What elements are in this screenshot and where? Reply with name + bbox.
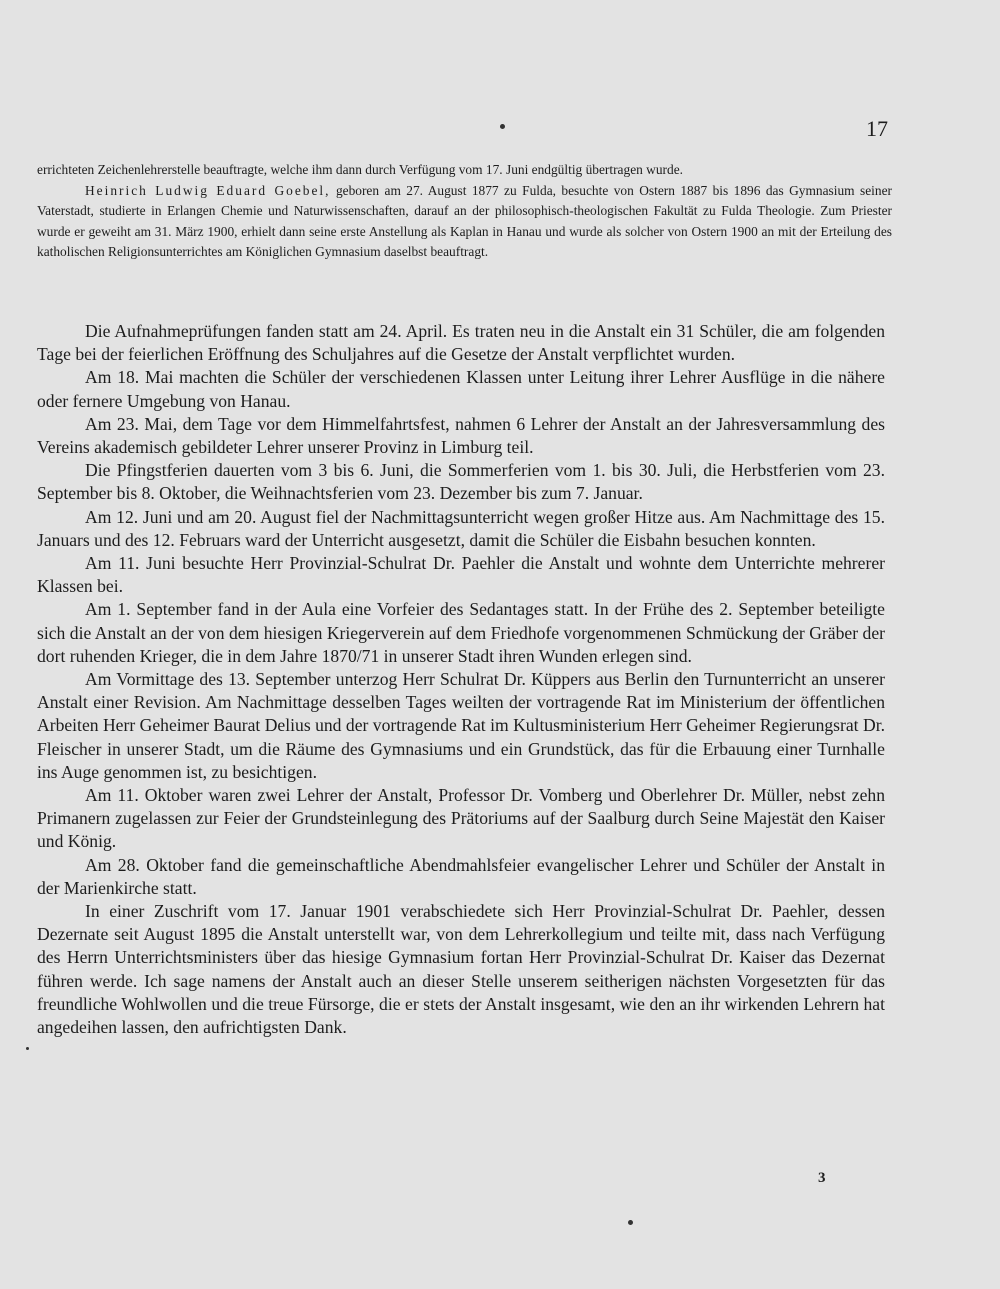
biography-name: Heinrich Ludwig Eduard Goebel, <box>85 182 331 198</box>
paragraph-saalburg: Am 11. Oktober waren zwei Lehrer der Anstalt, Professor Dr. Vomberg und Oberlehrer Dr. Müller, nebst zehn Primanern zugelassen zur Feier der Grundsteinlegung des Prätoriums auf der Saalburg durch Seine Majestät den Kaiser und König. <box>37 785 885 852</box>
paragraph-excursions: Am 18. Mai machten die Schüler der verschiedenen Klassen unter Leitung ihrer Lehrer Ausflüge in die nähere oder fernere Umgebung von Hanau. <box>37 367 885 411</box>
ink-speck <box>628 1220 633 1225</box>
paragraph-inspection: Am 11. Juni besuchte Herr Provinzial-Schulrat Dr. Paehler die Anstalt und wohnte dem Unterrichte mehrerer Klassen bei. <box>37 553 885 597</box>
ink-speck <box>26 1047 29 1050</box>
chronicle-section <box>37 320 885 1039</box>
paragraph-communion: Am 28. Oktober fand die gemeinschaftliche Abendmahlsfeier evangelischer Lehrer und Schüler der Anstalt in der Marienkirche statt. <box>37 854 885 898</box>
signature-mark: 3 <box>818 1170 826 1186</box>
paragraph-heat-days: Am 12. Juni und am 20. August fiel der Nachmittagsunterricht wegen großer Hitze aus. Am Nachmittage des 15. Januars und des 12. Februars ward der Unterricht ausgesetzt, damit die Schüler die Eisbahn besuchen konnten. <box>37 506 885 550</box>
biography-text: geboren am 27. August 1877 zu Fulda, besuchte von Ostern 1887 bis 1896 das Gymnasium seiner Vaterstadt, studierte in Erlangen Chemie und Naturwissenschaften, darauf an der philosophisch-theologischen Fakultät zu Fulda Theologie. Zum Priester wurde er geweiht am 31. März 1900, erhielt dann seine erste Anstellung als Kaplan in Hanau und wurde als solcher von Ostern 1900 an mit der Erteilung des katholischen Religionsunterrichtes am Königlichen Gymnasium daselbst beauftragt. <box>37 182 892 259</box>
paragraph-holidays: Die Pfingstferien dauerten vom 3 bis 6. Juni, die Sommerferien vom 1. bis 30. Juli, die Herbstferien vom 23. September bis 8. Oktober, die Weihnachtsferien vom 23. Dezember bis zum 7. Januar. <box>37 460 885 504</box>
paragraph-gym-revision: Am Vormittage des 13. September unterzog Herr Schulrat Dr. Küppers aus Berlin den Turnunterricht an unserer Anstalt einer Revision. Am Nachmittage desselben Tages weilten der vortragende Rat im Ministerium der öffentlichen Arbeiten Herr Geheimer Baurat Delius und der vortragende Rat im Kultusministerium Herr Geheimer Regierungsrat Dr. Fleischer in unserer Stadt, um die Räume des Gymnasiums und ein Grundstück, das für die Erbauung einer Turnhalle ins Auge genommen ist, zu besichtigen. <box>37 669 885 782</box>
page-number: 17 <box>866 116 888 141</box>
ink-speck <box>500 124 505 129</box>
paragraph-farewell: In einer Zuschrift vom 17. Januar 1901 verabschiedete sich Herr Provinzial-Schulrat Dr. Paehler, dessen Dezernate seit August 1895 die Anstalt unterstellt war, von dem Lehrerkollegium und teilte mit, dass nach Verfügung des Herrn Unterrichtsministers über das hiesige Gymnasium fortan Herr Provinzial-Schulrat Dr. Kaiser das Dezernat führen werde. Ich sage namens der Anstalt auch an dieser Stelle unserem seitherigen nächsten Vorgesetzten für das freundliche Wohlwollen und die treue Fürsorge, die er stets der Anstalt insgesamt, wie den an ihr wirkenden Lehrern hat angedeihen lassen, den aufrichtigsten Dank. <box>37 901 885 1038</box>
paragraph-admission: Die Aufnahmeprüfungen fanden statt am 24. April. Es traten neu in die Anstalt ein 31 Schüler, die am folgenden Tage bei der feierlichen Eröffnung des Schuljahres auf die Gesetze der Anstalt verpflichtet wurden. <box>37 321 885 365</box>
biography-paragraph <box>37 181 892 263</box>
paragraph-teacher-meeting: Am 23. Mai, dem Tage vor dem Himmelfahrtsfest, nahmen 6 Lehrer der Anstalt an der Jahresversammlung des Vereins akademisch gebildeter Lehrer unserer Provinz in Limburg teil. <box>37 413 885 458</box>
biography-section <box>37 160 892 263</box>
paragraph-sedan-day: Am 1. September fand in der Aula eine Vorfeier des Sedantages statt. In der Frühe des 2. September beteiligte sich die Anstalt an der von dem hiesigen Kriegerverein auf dem Friedhofe vorgenommenen Schmückung der Gräber der dort ruhenden Krieger, die in dem Jahre 1870/71 in unserer Stadt ihren Wunden erlegen sind. <box>37 599 885 666</box>
continuation-paragraph: errichteten Zeichenlehrerstelle beauftragte, welche ihm dann durch Verfügung vom 17. Juni endgültig übertragen wurde. <box>37 162 683 177</box>
